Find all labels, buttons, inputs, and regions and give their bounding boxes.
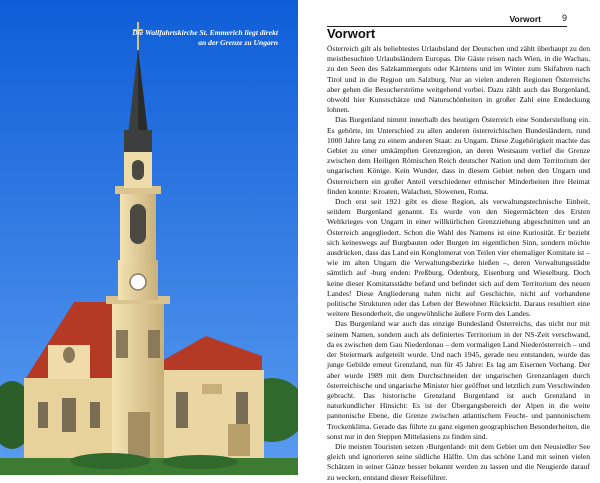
paragraph: Das Burgenland nimmt innerhalb des heutigen Österreich eine Sonderstellung ein. Es gehörte, im Unterschied zu allen anderen österreichischen Bundesländern, rund 1000 Jahre lang zu einem anderen Staat: zu Ungarn. Diese Zugehörigkeit machte das Gebiet zu einer umkämpften Grenzregion, an deren Westsaum verlief die Grenze zwischen dem Heiligen Römischen Reich deutscher Nation und dem Territorium der ungarischen Könige. Kein Wunder, dass in diesem Gebiet neben den Ungarn und Österreichern ein großer Anteil verschiedener ethnischer Minderheiten ihre Heimat finden konnte: Kroaten, Walachen, Slowenen, Roma.	[327, 115, 590, 196]
paragraph: Die meisten Touristen setzen ›Burgenland‹ mit dem Gebiet um den Neusiedler See gleich und ignorieren seine südliche Hälfte. Um das schöne Land mit seinen vielen Schätzen in seiner Gänze besser bekannt werden zu lassen und die Neugierde darauf zu wecken, entstand dieser Reiseführer.	[327, 441, 590, 482]
window	[176, 392, 188, 428]
section-heading: Vorwort	[327, 26, 376, 41]
lantern-window	[132, 160, 144, 180]
photo-caption	[108, 28, 278, 48]
side-portal	[228, 424, 250, 456]
page-number: 9	[561, 13, 567, 23]
apse-cornice	[202, 384, 222, 394]
window	[236, 392, 248, 428]
text-page	[312, 0, 590, 482]
church-photo	[0, 0, 298, 475]
hedge	[70, 453, 150, 469]
running-title: Vorwort	[509, 14, 541, 24]
hedge	[162, 455, 238, 469]
window	[90, 402, 100, 428]
round-window	[63, 347, 75, 363]
caption-line: Die Wallfahrtskirche St. Emmerich liegt direkt	[132, 28, 278, 37]
clock-face	[130, 274, 146, 290]
window	[62, 398, 76, 432]
paragraph: Doch erst seit 1921 gibt es diese Region, als verwaltungstechnische Einheit, seitdem Burgenland genannt. Es wurde von den Siegermächten des Ersten Weltkrieges von Ungarn in einer willkürlichen Grenzziehung abgeschnitten und an Österreich angegliedert. Schon die Wahl des Namens ist eine Kuriosität. Er bezieht sich keineswegs auf Burgbauten oder Burgen im eigentlichen Sinn, sondern möchte ausdrücken, dass das Land ein Konglomerat von Teilen vier ehemaliger Komitate ist – wie im alten Ungarn die Verwaltungsbezirke hießen –, deren Verwaltungsstädte sämtlich auf -burg enden: Preßburg, Ödenburg, Eisenburg und Wieselburg. Doch keine dieser Komitatsstädte befand und befindet sich auf dem Territorium des neuen Landes! Diese Angliederung nahm nicht auf Geschichte, nicht auf vorhandene politische Strukturen oder das Leben der Bewohner Rücksicht. Daraus resultiert eine weitere Besonderheit, die ungewöhnliche äußere Form des Landes.	[327, 197, 590, 319]
body-text	[327, 44, 590, 483]
church-illustration	[0, 0, 298, 475]
belfry-window	[130, 204, 146, 244]
spire-base	[124, 130, 152, 152]
caption-line: an der Grenze zu Ungarn	[198, 38, 278, 47]
window	[38, 402, 48, 428]
tower-window	[116, 330, 128, 358]
tower-window	[148, 330, 160, 358]
paragraph: Das Burgenland war auch das einzige Bundesland Österreichs, das nicht nur mit seinem Namen, sondern auch als definiertes Territorium in der NS-Zeit verschwand, da es zwischen dem Gau Niederdonau – dem vormaligen Land Niederösterreich – und der Steiermark aufgeteilt wurde. Und nach 1945, gerade neu entstanden, wurde das junge Gebilde erneut Grenzland, nun für 45 Jahre: Es lag am Eisernen Vorhang. Der aber wurde 1989 mit dem Durchschneiden der ungarischen Grenzanlagen durch österreichische und ungarische Minister hier geöffnet und letztlich zum Verschwinden gebracht. Das historische Grenzland Burgenland ist auch Grenzland in naturkundlicher Hinsicht: Es ist der Übergangsbereich der Alpen in die weite pannonische Ebene, die Grenze zwischen atlantischem Feucht- und pannonischem Trockenklima. Gerade das führte zu ganz eigenen geographischen Besonderheiten, die sonst nur in den Steppen Mittelasiens zu finden sind.	[327, 319, 590, 441]
paragraph: Österreich gilt als beliebtestes Urlaubsland der Deutschen und zählt überhaupt zu den meistbesuchten Urlaubsländern Europas. Die Gäste reisen nach Wien, in die Wachau, zu den Seen des Salzkammerguts oder Kärntens und im Winter zum Skifahren nach Tirol und in die Region um Salzburg. Nur an vielen anderen Regionen Österreichs aber gehen die Besucherströme weitgehend vorbei. Dazu zählt auch das Burgenland, obwohl hier Kunstschätze und Naturschönheiten in großer Zahl eine Entdeckung lohnen.	[327, 44, 590, 115]
